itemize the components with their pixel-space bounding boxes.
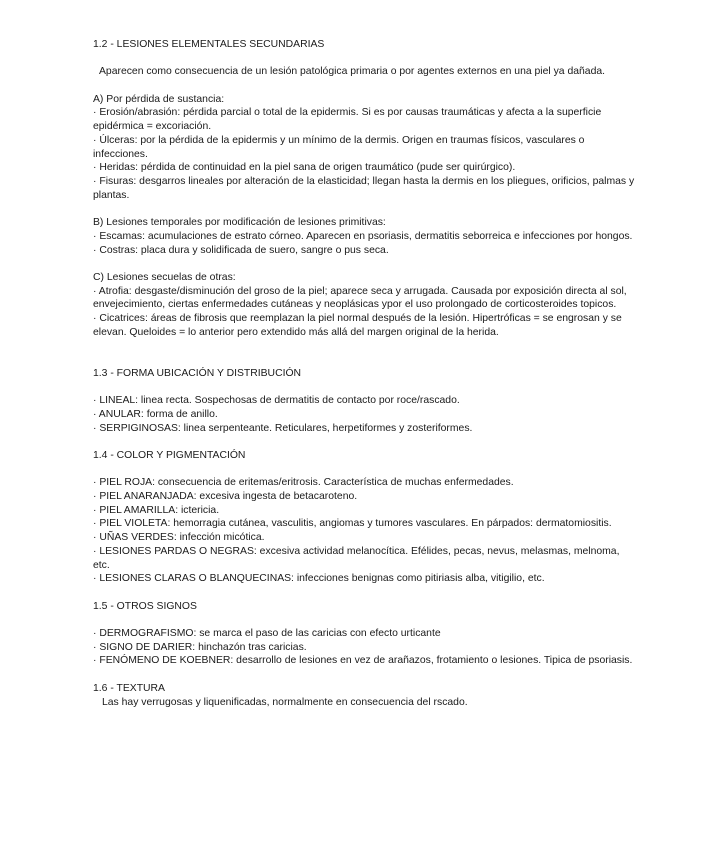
list-item: · DERMOGRAFISMO: se marca el paso de las caricias con efecto urticante [93, 628, 441, 640]
subsection-title-a: A) Por pérdida de sustancia: [93, 93, 225, 105]
section-body-textura: Las hay verrugosas y liquenificadas, normalmente en consecuencia del rscado. [102, 696, 468, 708]
list-item: · Atrofia: desgaste/disminución del groso de la piel; aparece seca y arrugada. Causada por exposición directa al sol, envejecimiento, ciertas enfermedades cutáneas y neoplásicas ypor el uso prolongado de corticosteroides topicos. [93, 285, 630, 311]
list-item: · LINEAL: linea recta. Sospechosas de dermatitis de contacto por roce/rascado. [93, 395, 460, 407]
list-item: · Escamas: acumulaciones de estrato córneo. Aparecen en psoriasis, dermatitis seborreica e infecciones por hongos. [93, 230, 633, 242]
section-heading-1-2: 1.2 - LESIONES ELEMENTALES SECUNDARIAS [93, 39, 325, 50]
list-item: · PIEL AMARILLA: ictericia. [93, 504, 220, 516]
list-item: · PIEL VIOLETA: hemorragia cutánea, vasculitis, angiomas y tumores vasculares. En párpados: dermatomiositis. [93, 518, 612, 530]
list-item: · LESIONES PARDAS O NEGRAS: excesiva actividad melanocítica. Efélides, pecas, nevus, melasmas, melnoma, etc. [93, 545, 623, 571]
section-heading-1-3: 1.3 - FORMA UBICACIÓN Y DISTRIBUCIÓN [93, 367, 302, 379]
list-item: · FENÓMENO DE KOEBNER: desarrollo de lesiones en vez de arañazos, frotamiento o lesiones. Tipica de psoriasis. [93, 655, 633, 667]
list-item: · SIGNO DE DARIER: hinchazón tras caricias. [93, 641, 307, 653]
list-item: · ANULAR: forma de anillo. [93, 408, 218, 420]
section-heading-1-6: 1.6 - TEXTURA [93, 682, 165, 694]
section-heading-1-5: 1.5 - OTROS SIGNOS [93, 600, 197, 612]
list-item: · Costras: placa dura y solidificada de suero, sangre o pus seca. [93, 244, 389, 256]
section-intro: Aparecen como consecuencia de un lesión patológica primaria o por agentes externos en una piel ya dañada. [99, 66, 606, 78]
list-item: · Úlceras: por la pérdida de la epidermis y un mínimo de la dermis. Origen en traumas físicos, vasculares o infecciones. [93, 134, 588, 160]
list-item: · UÑAS VERDES: infección micótica. [93, 532, 265, 544]
list-item: · PIEL ANARANJADA: excesiva ingesta de betacaroteno. [93, 491, 358, 503]
list-item: · PIEL ROJA: consecuencia de eritemas/eritrosis. Característica de muchas enfermedades. [93, 477, 514, 489]
list-item: · LESIONES CLARAS O BLANQUECINAS: infecciones benignas como pitiriasis alba, vitigilio, etc. [93, 573, 545, 585]
list-item: · SERPIGINOSAS: linea serpenteante. Reticulares, herpetiformes y zosteriformes. [93, 422, 473, 434]
document-page [93, 38, 638, 709]
section-heading-1-4: 1.4 - COLOR Y PIGMENTACIÓN [93, 449, 246, 461]
subsection-title-b: B) Lesiones temporales por modificación de lesiones primitivas: [93, 217, 386, 229]
list-item: · Erosión/abrasión: pérdida parcial o total de la epidermis. Si es por causas traumáticas y afecta a la superficie epidérmica = excoriación. [93, 107, 605, 133]
list-item: · Cicatrices: áreas de fibrosis que reemplazan la piel normal después de la lesión. Hipertróficas = se engrosan y se elevan. Queloides = lo anterior pero extendido más allá del margen original de la herida. [93, 313, 625, 338]
subsection-title-c: C) Lesiones secuelas de otras: [93, 271, 236, 283]
list-item: · Fisuras: desgarros lineales por alteración de la elasticidad; llegan hasta la dermis en los pliegues, orificios, palmas y plantas. [93, 176, 638, 201]
list-item: · Heridas: pérdida de continuidad en la piel sana de origen traumático (pude ser quirúrgico). [93, 162, 516, 174]
